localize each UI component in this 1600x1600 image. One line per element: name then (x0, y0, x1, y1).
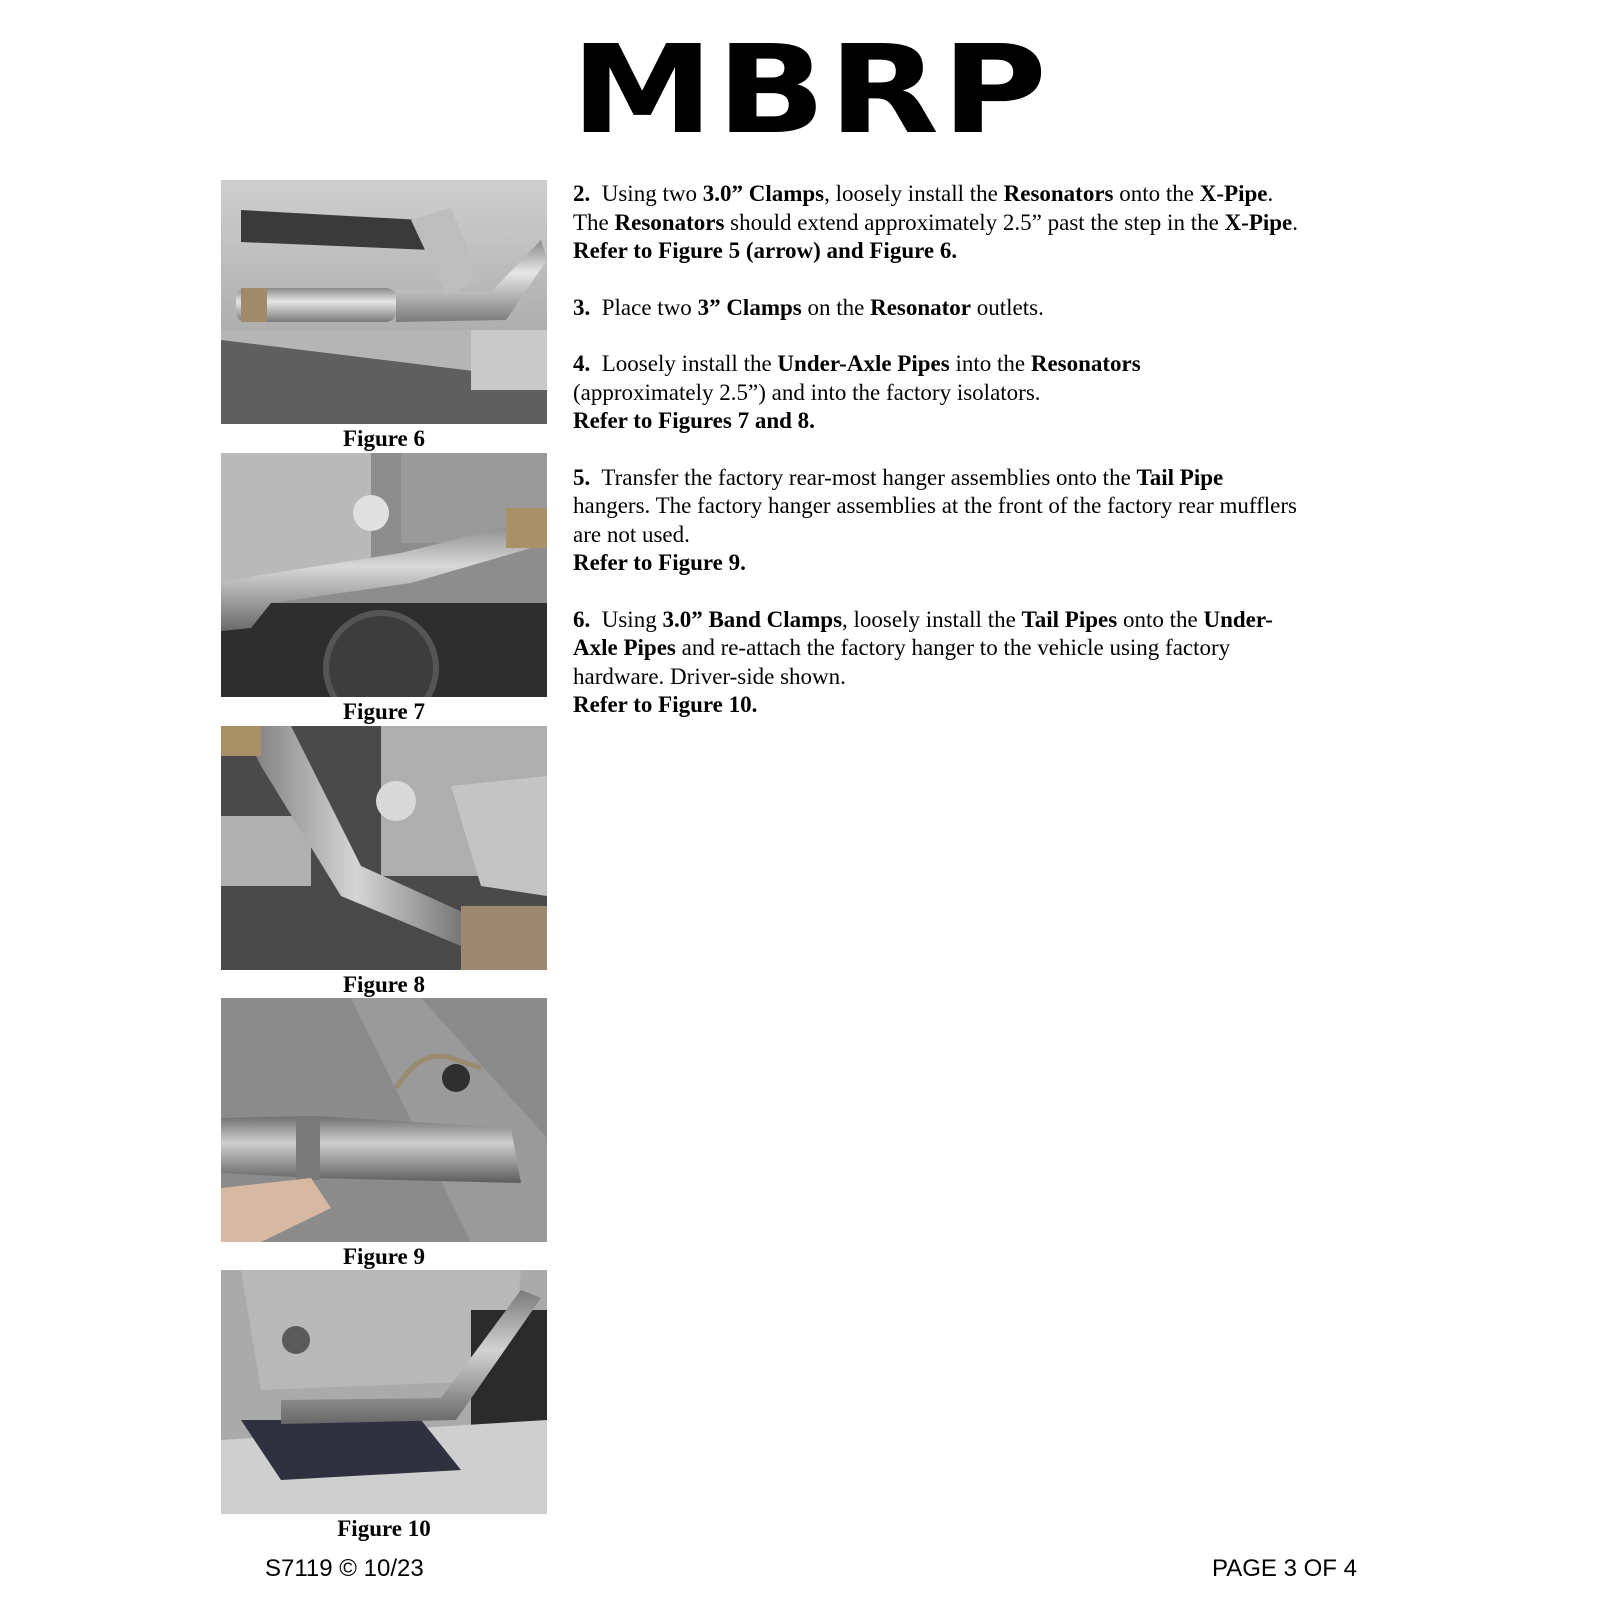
figure-9 (221, 998, 547, 1272)
figure-7 (221, 453, 547, 727)
step-3 (573, 294, 1373, 323)
figure-10-caption: Figure 10 (337, 1516, 431, 1541)
step-4-line-1: 4. Loosely install the Under-Axle Pipes into the Resonators (573, 351, 1141, 376)
figure-6-caption: Figure 6 (343, 426, 425, 451)
figure-9-caption: Figure 9 (343, 1244, 425, 1269)
step-2 (573, 180, 1373, 266)
step-6 (573, 606, 1373, 720)
step-2-reference: Refer to Figure 5 (arrow) and Figure 6. (573, 238, 958, 263)
mbrp-logo (491, 19, 1128, 161)
tail-pipe-hanger-photo (221, 998, 547, 1242)
step-5-line-3: are not used. (573, 521, 690, 547)
step-4-reference: Refer to Figures 7 and 8. (573, 408, 815, 433)
step-5-line-2: hangers. The factory hanger assemblies at the front of the factory rear mufflers (573, 493, 1297, 518)
step-5-reference: Refer to Figure 9. (573, 550, 746, 575)
step-6-line-2: Axle Pipes and re-attach the factory hanger to the vehicle using factory (573, 635, 1231, 660)
step-2-line-2: The Resonators should extend approximately 2.5” past the step in the X-Pipe. (573, 209, 1299, 235)
step-6-line-3: hardware. Driver-side shown. (573, 663, 846, 689)
resonator-photo (221, 180, 547, 424)
step-6-reference: Refer to Figure 10. (573, 692, 758, 717)
step-6-line-1: 6. Using 3.0” Band Clamps, loosely install the Tail Pipes onto the Under- (573, 606, 1273, 632)
under-axle-pipe-photo (221, 726, 547, 970)
step-4-line-2: (approximately 2.5”) and into the factory isolators. (573, 379, 1041, 405)
logo-text: MBRP (570, 19, 1050, 161)
step-5 (573, 464, 1373, 578)
figure-8-caption: Figure 8 (343, 972, 425, 997)
tail-pipe-installed-photo (221, 1270, 547, 1514)
step-3-line-1: 3. Place two 3” Clamps on the Resonator outlets. (573, 294, 1044, 320)
footer-page-number: PAGE 3 OF 4 (1212, 1555, 1357, 1582)
figure-10 (221, 1270, 547, 1544)
under-axle-pipe-photo (221, 453, 547, 697)
figure-8 (221, 726, 547, 1000)
instruction-steps (573, 180, 1373, 748)
step-5-line-1: 5. Transfer the factory rear-most hanger assemblies onto the Tail Pipe (573, 464, 1224, 490)
figure-7-caption: Figure 7 (343, 699, 425, 724)
footer-doc-code: S7119 © 10/23 (265, 1555, 424, 1582)
step-2-line-1: 2. Using two 3.0” Clamps, loosely install the Resonators onto the X-Pipe. (573, 181, 1274, 206)
figure-6 (221, 180, 547, 454)
step-4 (573, 350, 1373, 436)
